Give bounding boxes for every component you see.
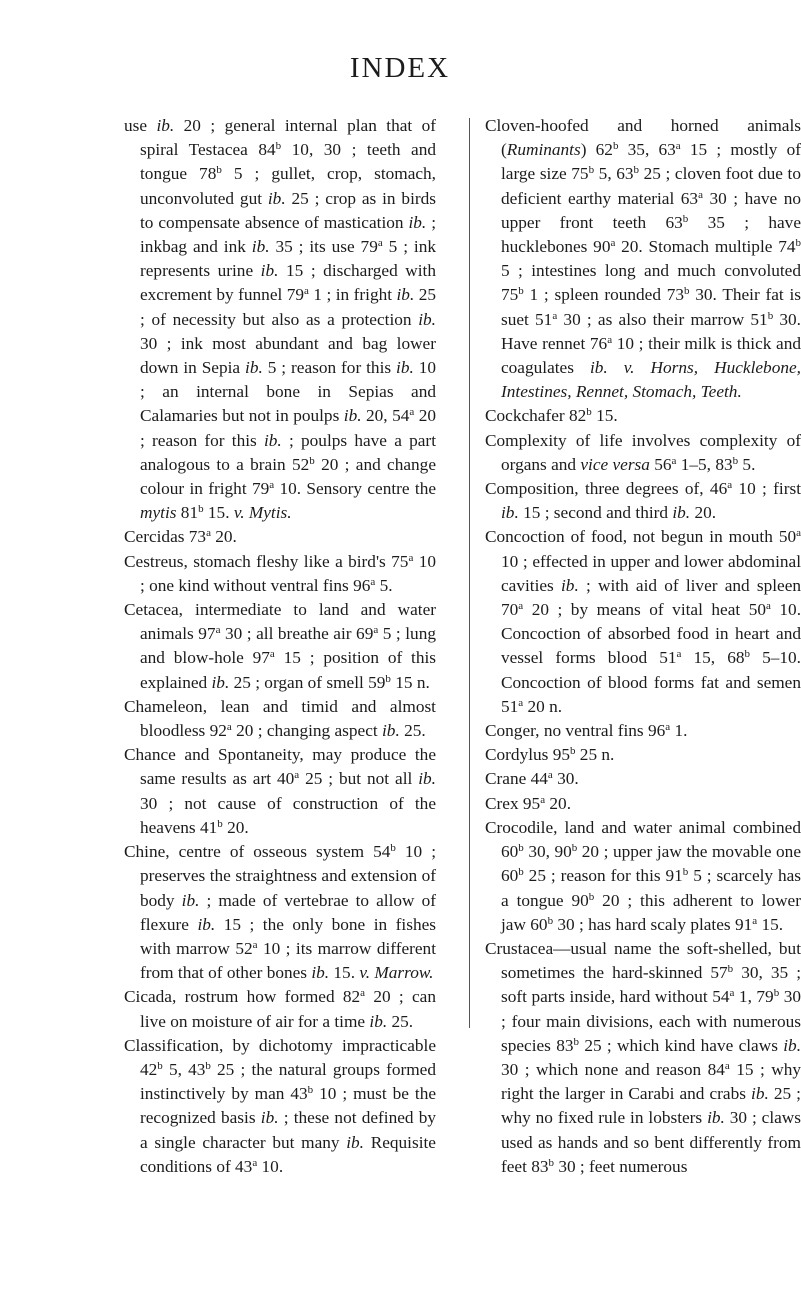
index-entry: Crocodile, land and water animal combined 60$^b$ 30, 90$^b$ 20 ; upper jaw the movable one 60$^b$ 25 ; reason for this 91$^b$ 5 ; scarcely has a tongue 90$^b$ 20 ; this adherent to lower jaw 60$^b$ 30 ; has hard scaly plates 91$^a$ 15. (485, 817, 801, 934)
index-entry: Cetacea, intermediate to land and water animals 97$^a$ 30 ; all breathe air 69$^a$ 5 ; lung and blow-hole 97$^a$ 15 ; position of this explained ib. 25 ; organ of smell 59$^b$ 15 n. (124, 600, 436, 692)
index-entry: Cicada, rostrum how formed 82$^a$ 20 ; can live on moisture of air for a time ib. 25. (124, 987, 436, 1031)
index-entry: Crane 44$^a$ 30. (485, 769, 579, 789)
page-header: INDEX (349, 52, 451, 84)
index-entry: Cockchafer 82$^b$ 15. (485, 406, 618, 426)
index-entry: Complexity of life involves complexity of organs and vice versa 56$^a$ 1–5, 83$^b$ 5. (485, 430, 801, 474)
index-entry: Cestreus, stomach fleshy like a bird's 75$^a$ 10 ; one kind without ventral fins 96$^a$ 5. (124, 551, 436, 595)
column-divider (469, 118, 470, 1028)
index-column-left (124, 114, 436, 1179)
index-entry: Cordylus 95$^b$ 25 n. (485, 745, 615, 765)
index-entry: Crex 95$^a$ 20. (485, 793, 572, 813)
index-entry: Crustacea—usual name the soft-shelled, but sometimes the hard-skinned 57$^b$ 30, 35 ; soft parts inside, hard without 54$^a$ 1, 79$^b$ 30 ; four main divisions, each with numerous species 83$^b$ 25 ; which kind have claws ib. 30 ; which none and reason 84$^a$ 15 ; why right the larger in Carabi and crabs ib. 25 ; why no fixed rule in lobsters ib. 30 ; claws used as hands and so bent differently from feet 83$^b$ 30 ; feet numerous (485, 938, 801, 1176)
index-entry: Chameleon, lean and timid and almost bloodless 92$^a$ 20 ; changing aspect ib. 25. (124, 696, 436, 741)
index-column-right (485, 114, 801, 1179)
index-entry: Conger, no ventral fins 96$^a$ 1. (485, 721, 688, 741)
index-entry: Chance and Spontaneity, may produce the same results as art 40$^a$ 25 ; but not all ib. 30 ; not cause of construction of the heavens 41$^b$ 20. (124, 745, 436, 837)
index-entry: Chine, centre of osseous system 54$^b$ 10 ; preserves the straightness and extension of body ib. ; made of vertebrae to allow of flexure ib. 15 ; the only bone in fishes with marrow 52$^a$ 10 ; its marrow different from that of other bones ib. 15. v. Marrow. (124, 842, 437, 983)
index-entry: use ib. 20 ; general internal plan that of spiral Testacea 84$^b$ 10, 30 ; teeth and tongue 78$^b$ 5 ; gullet, crop, stomach, unconvoluted gut ib. 25 ; crop as in birds to compensate absence of mastication ib. ; inkbag and ink ib. 35 ; its use 79$^a$ 5 ; ink represents urine ib. 15 ; discharged with excrement by funnel 79$^a$ 1 ; in fright ib. 25 ; of necessity but also as a protection ib. 30 ; ink most abundant and bag lower down in Sepia ib. 5 ; reason for this ib. 10 ; an internal bone in Sepias and Calamaries but not in poulps ib. 20, 54$^a$ 20 ; reason for this ib. ; poulps have a part analogous to a brain 52$^b$ 20 ; and change colour in fright 79$^a$ 10. Sensory centre the mytis 81$^b$ 15. v. Mytis. (124, 116, 437, 523)
index-entry: Cercidas 73$^a$ 20. (124, 527, 237, 547)
index-entry: Composition, three degrees of, 46$^a$ 10 ; first ib. 15 ; second and third ib. 20. (485, 479, 801, 523)
index-entry: Cloven-hoofed and horned animals (Ruminants) 62$^b$ 35, 63$^a$ 15 ; mostly of large size 75$^b$ 5, 63$^b$ 25 ; cloven foot due to deficient earthy material 63$^a$ 30 ; have no upper front teeth 63$^b$ 35 ; have hucklebones 90$^a$ 20. Stomach multiple 74$^b$ 5 ; intestines long and much convoluted 75$^b$ 1 ; spleen rounded 73$^b$ 30. Their fat is suet 51$^a$ 30 ; as also their marrow 51$^b$ 30. Have rennet 76$^a$ 10 ; their milk is thick and coagulates ib. v. Horns, Hucklebone, Intestines, Rennet, Stomach, Teeth. (485, 116, 801, 402)
index-entry: Classification, by dichotomy impracticable 42$^b$ 5, 43$^b$ 25 ; the natural groups formed instinctively by man 43$^b$ 10 ; must be the recognized basis ib. ; these not defined by a single character but many ib. Requisite conditions of 43$^a$ 10. (124, 1035, 437, 1176)
index-entry: Concoction of food, not begun in mouth 50$^a$ 10 ; effected in upper and lower abdominal cavities ib. ; with aid of liver and spleen 70$^a$ 20 ; by means of vital heat 50$^a$ 10. Concoction of absorbed food in heart and vessel forms blood 51$^a$ 15, 68$^b$ 5–10. Concoction of blood forms fat and semen 51$^a$ 20 n. (485, 527, 801, 716)
